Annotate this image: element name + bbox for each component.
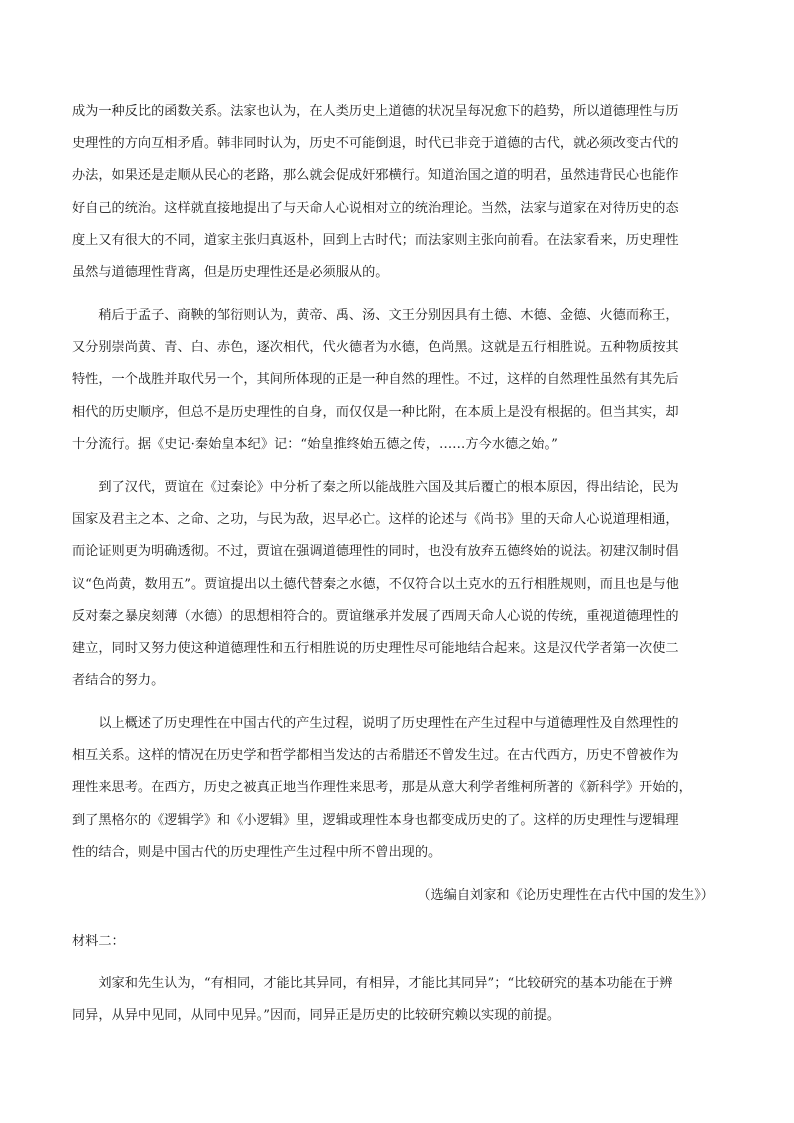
text-line: 议“色尚黄，数用五”。贾谊提出以土德代替秦之水德，不仅符合以土克水的五行相胜规则，而且也是与他: [72, 576, 679, 592]
text-line: 到了黑格尔的《逻辑学》和《小逻辑》里，逻辑或理性本身也都变成历史的了。这样的历史理性与逻辑理: [72, 812, 679, 828]
material-label: 材料二：: [72, 934, 125, 949]
text-line: 稍后于孟子、商鞅的邹衍则认为，黄帝、禹、汤、文王分别因具有土德、木德、金德、火德而称王，: [72, 308, 679, 323]
text-line: 成为一种反比的函数关系。法家也认为，在人类历史上道德的状况呈每况愈下的趋势，所以道德理性与历: [72, 104, 679, 119]
text-line: 同异，从异中见同，从同中见异。”因而，同异正是历史的比较研究赖以实现的前提。: [72, 1008, 561, 1024]
text-line: 虽然与道德理性背离，但是历史理性还是必须服从的。: [72, 264, 389, 280]
text-line: 度上又有很大的不同，道家主张归真返朴，回到上古时代；而法家则主张向前看。在法家看来，历史理性: [72, 232, 679, 248]
paragraph-4: [72, 708, 722, 869]
text-line: 国家及君主之本、之命、之功，与民为敌，迟早必亡。这样的论述与《尚书》里的天命人心说道理相通，: [72, 512, 679, 528]
text-line: 史理性的方向互相矛盾。韩非同时认为，历史不可能倒退，时代已非竞于道德的古代，就必须改变古代的: [72, 136, 679, 152]
paragraph-3: [72, 472, 722, 697]
paragraph-1: [72, 96, 722, 289]
text-line: 而论证则更为明确透彻。不过，贾谊在强调道德理性的同时，也没有放弃五德终始的说法。初建汉制时倡: [72, 544, 679, 560]
text-line: 理性来思考。在西方，历史之被真正地当作理性来思考，那是从意大利学者维柯所著的《新科学》开始的，: [72, 780, 692, 796]
text-line: 性的结合，则是中国古代的历史理性产生过程中所不曾出现的。: [72, 844, 442, 860]
text-line: 相互关系。这样的情况在历史学和哲学都相当发达的古希腊还不曾发生过。在古代西方，历史不曾被作为: [72, 748, 679, 764]
text-line: 好自己的统治。这样就直接地提出了与天命人心说相对立的统治理论。当然，法家与道家在对待历史的态: [72, 200, 679, 216]
text-line: 到了汉代，贾谊在《过秦论》中分析了秦之所以能战胜六国及其后覆亡的根本原因，得出结论，民为: [72, 480, 679, 495]
paragraph-5: [72, 968, 722, 1032]
text-line: 办法，如果还是走顺从民心的老路，那么就会促成奸邪横行。知道治国之道的明君，虽然违背民心也能作: [72, 168, 679, 184]
text-line: 刘家和先生认为，“有相同，才能比其异同，有相异，才能比其同异”；“比较研究的基本功能在于辨: [72, 976, 673, 991]
text-line: 者结合的努力。: [72, 673, 165, 689]
paragraph-2: [72, 300, 722, 461]
text-line: 特性，一个战胜并取代另一个，其间所体现的正是一种自然的理性。不过，这样的自然理性虽然有其先后: [72, 372, 679, 388]
text-line: 十分流行。据《史记·秦始皇本纪》记：“始皇推终始五德之传，……方今水德之始。”: [72, 436, 558, 452]
text-line: 相代的历史顺序，但总不是历史理性的自身，而仅仅是一种比附，在本质上是没有根据的。但当其实，却: [72, 404, 679, 420]
source-citation: （选编自刘家和《论历史理性在古代中国的发生》）: [417, 888, 714, 903]
text-line: 反对秦之暴戾刻薄（水德）的思想相符合的。贾谊继承并发展了西周天命人心说的传统，重视道德理性的: [72, 608, 679, 624]
text-line: 建立，同时又努力使这种道德理性和五行相胜说的历史理性尽可能地结合起来。这是汉代学者第一次使二: [72, 640, 679, 656]
text-line: 又分别崇尚黄、青、白、赤色，逐次相代，代火德者为水德，色尚黑。这就是五行相胜说。五种物质按其: [72, 340, 679, 356]
text-line: 以上概述了历史理性在中国古代的产生过程，说明了历史理性在产生过程中与道德理性及自然理性的: [72, 716, 679, 731]
